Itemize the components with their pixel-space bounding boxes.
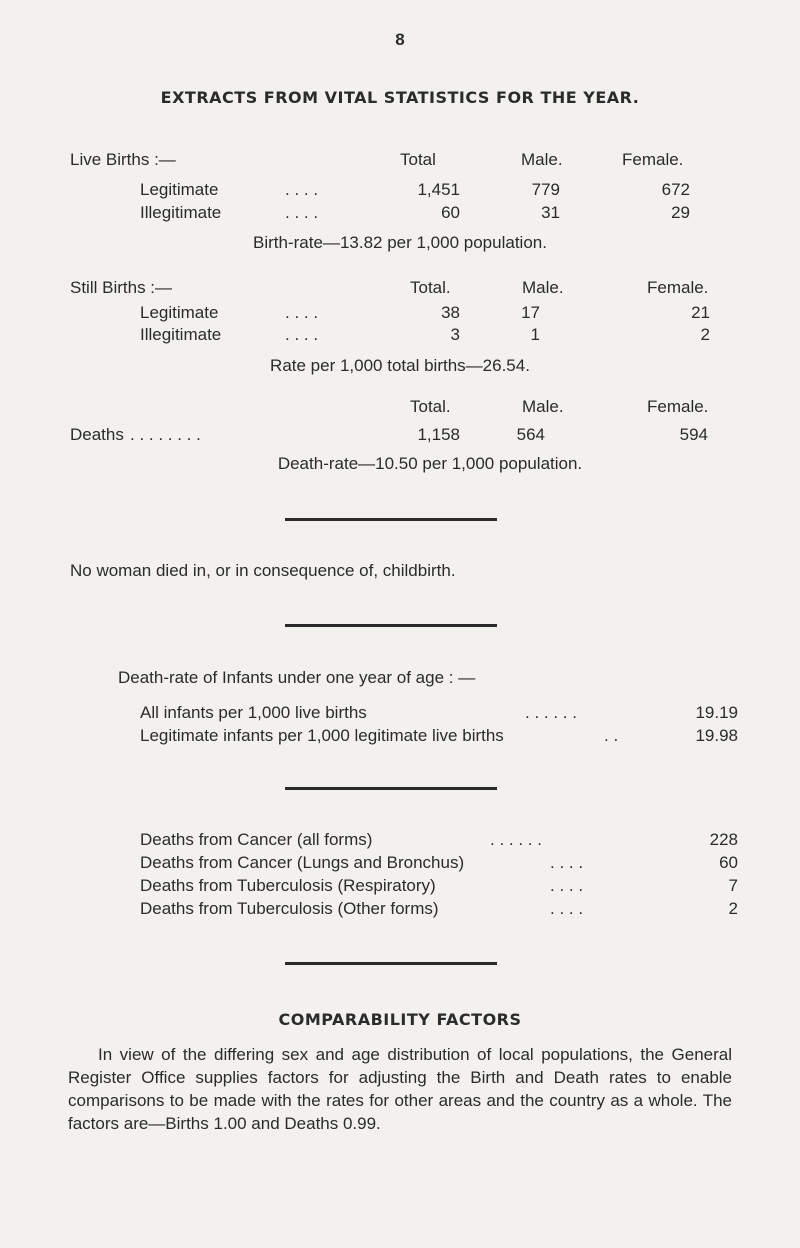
page-title: EXTRACTS FROM VITAL STATISTICS FOR THE YEAR.: [160, 88, 640, 107]
page-number: 8: [395, 30, 405, 49]
female-value: 2: [700, 325, 710, 344]
row-label: All infants per 1,000 live births: [140, 703, 367, 722]
female-value: 672: [661, 180, 690, 199]
deaths-male-header: Male.: [522, 397, 564, 416]
still-births-female-header: Female.: [647, 278, 709, 297]
row-value: 7: [728, 876, 738, 895]
comparability-heading: COMPARABILITY FACTORS: [278, 1010, 522, 1029]
deaths-female-header: Female.: [647, 397, 709, 416]
live-births-label: Live Births :—: [70, 150, 176, 169]
row-value: 228: [709, 830, 738, 849]
divider: [285, 787, 497, 790]
row-value: 19.19: [695, 703, 738, 722]
row-label: Deaths: [70, 425, 124, 444]
total-value: 1,451: [417, 180, 460, 199]
infant-heading: Death-rate of Infants under one year of age : —: [118, 668, 476, 687]
row-label: Illegitimate: [140, 203, 222, 222]
leader-dots: . . . .: [285, 303, 319, 322]
divider: [285, 962, 497, 965]
live-births-female-header: Female.: [622, 150, 684, 169]
total-value: 60: [441, 203, 460, 222]
row-label: Legitimate: [140, 180, 219, 199]
leader-dots: . . . .: [285, 203, 319, 222]
row-label: Deaths from Cancer (Lungs and Bronchus): [140, 853, 465, 872]
leader-dots: . . . . . .: [525, 703, 577, 722]
total-value: 1,158: [417, 425, 460, 444]
total-value: 38: [441, 303, 460, 322]
leader-dots: . . . .: [550, 876, 584, 895]
still-births-label: Still Births :—: [70, 278, 173, 297]
birth-rate: Birth-rate—13.82 per 1,000 population.: [253, 233, 547, 252]
female-value: 21: [691, 303, 710, 322]
row-label: Deaths from Tuberculosis (Respiratory): [140, 876, 436, 895]
row-value: 19.98: [695, 726, 738, 745]
row-label: Deaths from Tuberculosis (Other forms): [140, 899, 439, 918]
row-value: 2: [728, 899, 738, 918]
row-label: Deaths from Cancer (all forms): [140, 830, 373, 849]
divider: [285, 518, 497, 521]
row-value: 60: [719, 853, 738, 872]
leader-dots: . . . .: [285, 180, 319, 199]
leader-dots: . .: [604, 726, 619, 745]
maternal-note: No woman died in, or in consequence of, childbirth.: [70, 561, 456, 580]
leader-dots: . . . .: [285, 325, 319, 344]
leader-dots: . . . . . .: [490, 830, 542, 849]
male-value: 1: [530, 325, 540, 344]
live-births-total-header: Total: [400, 150, 436, 169]
male-value: 17: [521, 303, 540, 322]
male-value: 31: [541, 203, 560, 222]
still-birth-rate: Rate per 1,000 total births—26.54.: [270, 356, 530, 375]
row-label: Legitimate infants per 1,000 legitimate live births: [140, 726, 504, 745]
comparability-paragraph: In view of the differing sex and age distribution of local populations, the General Register Office supplies factors for adjusting the Birth and Death rates to enable comparisons to be made with the rates for other areas and the country as a whole. The factors are—Births 1.00 and Deaths 0.99.: [68, 1045, 732, 1133]
total-value: 3: [450, 325, 460, 344]
divider: [285, 624, 497, 627]
death-rate: Death-rate—10.50 per 1,000 population.: [277, 454, 583, 473]
row-label: Legitimate: [140, 303, 219, 322]
live-births-male-header: Male.: [521, 150, 563, 169]
female-value: 594: [679, 425, 708, 444]
deaths-total-header: Total.: [410, 397, 451, 416]
female-value: 29: [671, 203, 690, 222]
male-value: 564: [516, 425, 545, 444]
leader-dots: . . . .: [550, 899, 584, 918]
row-label: Illegitimate: [140, 325, 222, 344]
male-value: 779: [531, 180, 560, 199]
still-births-male-header: Male.: [522, 278, 564, 297]
still-births-total-header: Total.: [410, 278, 451, 297]
leader-dots: . . . . . . . .: [130, 425, 201, 444]
leader-dots: . . . .: [550, 853, 584, 872]
